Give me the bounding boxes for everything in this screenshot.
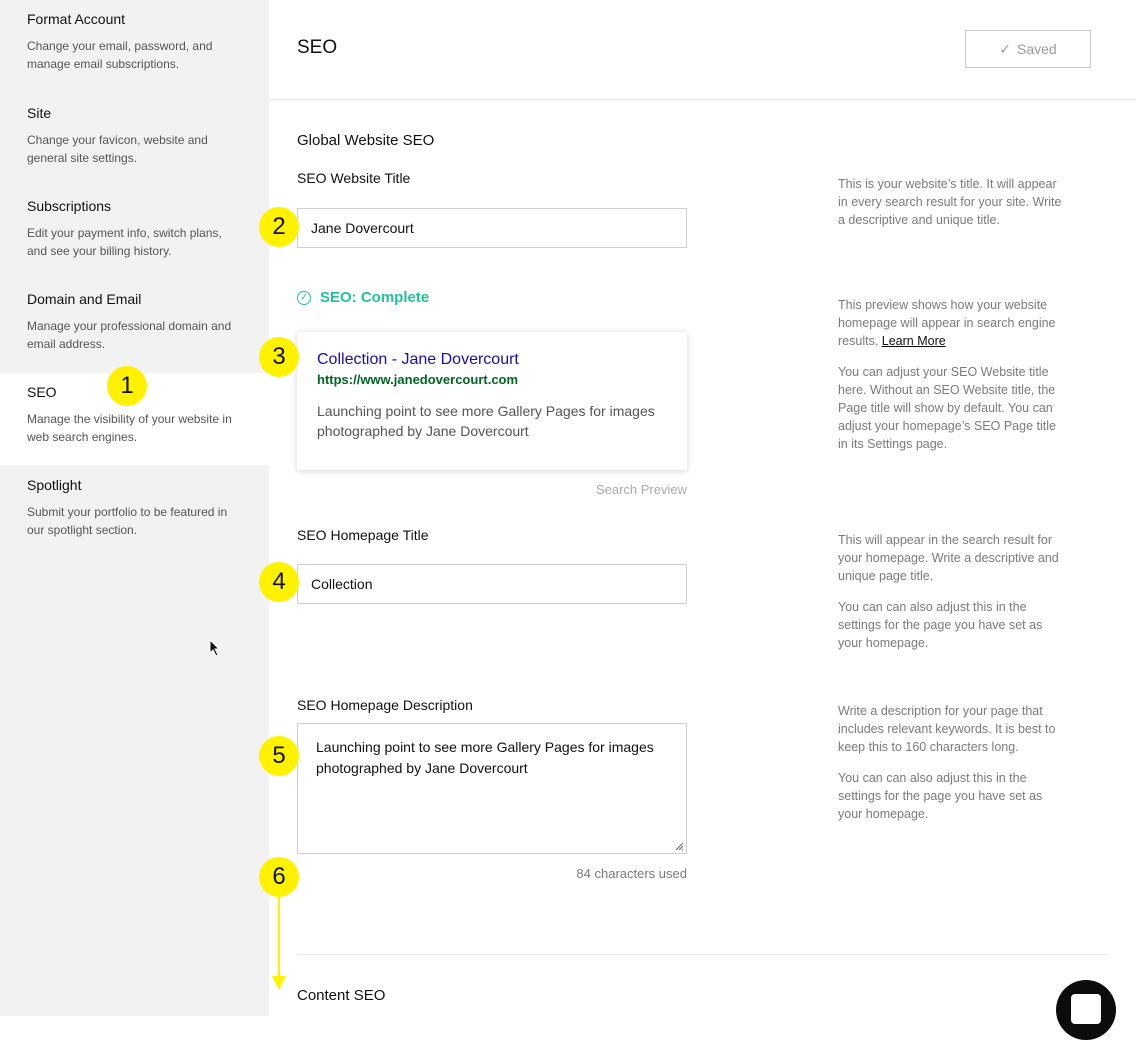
annotation-badge-5: 5	[259, 736, 299, 776]
saved-button[interactable]	[965, 30, 1091, 68]
annotation-arrow-line	[278, 895, 280, 977]
seo-homepage-title-input[interactable]: Collection	[297, 564, 687, 604]
character-count: 84 characters used	[576, 866, 687, 881]
page-title: SEO	[297, 37, 338, 58]
sidebar-item-spotlight[interactable]	[0, 477, 269, 539]
section-title-global-seo: Global Website SEO	[297, 132, 435, 149]
search-preview-caption: Search Preview	[595, 482, 687, 497]
seo-homepage-description-label: SEO Homepage Description	[297, 697, 473, 713]
help-text: You can can also adjust this in the settings for the page you have set as your homepage.	[838, 771, 1043, 821]
seo-status-label: SEO: Complete	[320, 289, 430, 306]
chat-button[interactable]	[1056, 980, 1116, 1040]
help-text: You can can also adjust this in the settings for the page you have set as your homepage.	[838, 600, 1043, 650]
search-preview-url: https://www.janedovercourt.com	[317, 372, 519, 387]
help-text: Write a description for your page that includes relevant keywords. It is best to keep this to 160 characters long.	[838, 704, 1056, 754]
sidebar-item-desc: Manage the visibility of your website in web search engines.	[27, 412, 232, 444]
search-preview-description: Launching point to see more Gallery Pages for images photographed by Jane Dovercourt	[317, 403, 655, 439]
seo-website-title-help	[838, 175, 1068, 229]
sidebar-item-title: Site	[27, 105, 52, 121]
sidebar-item-desc: Change your email, password, and manage email subscriptions.	[27, 39, 213, 71]
seo-website-title-input[interactable]: Jane Dovercourt	[297, 208, 687, 248]
sidebar-item-desc: Edit your payment info, switch plans, and see your billing history.	[27, 226, 222, 258]
sidebar-item-title: Spotlight	[27, 477, 82, 493]
annotation-badge-1: 1	[107, 366, 147, 406]
sidebar-item-title: Domain and Email	[27, 291, 142, 307]
textarea-value: Launching point to see more Gallery Pages for images photographed by Jane Dovercourt	[316, 739, 654, 776]
search-preview-title: Collection - Jane Dovercourt	[317, 351, 519, 368]
saved-button-label: Saved	[1017, 41, 1057, 57]
annotation-badge-4: 4	[259, 562, 299, 602]
check-circle-icon: ✓	[297, 291, 311, 305]
help-text-body: This preview shows how your website homepage will appear in search engine results.	[838, 298, 1056, 348]
resize-handle-icon[interactable]	[674, 841, 684, 851]
help-text: This will appear in the search result for your homepage. Write a descriptive and unique page title.	[838, 533, 1059, 583]
search-preview-help	[838, 296, 1068, 453]
sidebar-item-desc: Manage your professional domain and email address.	[27, 319, 232, 351]
settings-sidebar	[0, 0, 269, 1016]
help-text: This is your website’s title. It will appear in every search result for your site. Write a descriptive and unique title.	[838, 177, 1062, 227]
search-preview-card	[297, 332, 687, 470]
seo-website-title-label: SEO Website Title	[297, 170, 411, 186]
section-divider	[297, 954, 1108, 955]
seo-homepage-description-help	[838, 702, 1068, 823]
mouse-cursor-icon	[209, 639, 221, 657]
sidebar-item-desc: Submit your portfolio to be featured in our spotlight section.	[27, 505, 228, 537]
sidebar-item-site[interactable]	[0, 105, 269, 167]
annotation-badge-3: 3	[259, 337, 299, 377]
help-text: You can adjust your SEO Website title here. Without an SEO Website title, the Page title will show by default. You can adjust your homepage’s SEO Page title in its Settings page.	[838, 365, 1056, 451]
annotation-badge-6: 6	[259, 857, 299, 897]
seo-settings-panel	[269, 0, 1136, 1016]
annotation-badge-2: 2	[259, 207, 299, 247]
checkmark-icon: ✓	[999, 40, 1012, 57]
sidebar-item-subscriptions[interactable]	[0, 198, 269, 260]
annotation-arrow-down-icon	[272, 976, 286, 990]
sidebar-item-title: SEO	[27, 384, 57, 400]
header-divider	[269, 99, 1136, 100]
chat-icon	[1071, 994, 1101, 1024]
help-text	[838, 296, 1068, 350]
sidebar-item-title: Subscriptions	[27, 198, 112, 214]
sidebar-item-title: Format Account	[27, 11, 126, 27]
seo-status	[297, 289, 429, 306]
seo-homepage-description-textarea[interactable]	[297, 723, 687, 854]
sidebar-item-format-account[interactable]	[0, 11, 269, 73]
learn-more-link[interactable]: Learn More	[881, 334, 946, 348]
seo-homepage-title-help	[838, 531, 1068, 652]
sidebar-item-domain-and-email[interactable]	[0, 291, 269, 353]
section-title-content-seo: Content SEO	[297, 987, 386, 1004]
sidebar-item-desc: Change your favicon, website and general site settings.	[27, 133, 208, 165]
seo-homepage-title-label: SEO Homepage Title	[297, 527, 429, 543]
